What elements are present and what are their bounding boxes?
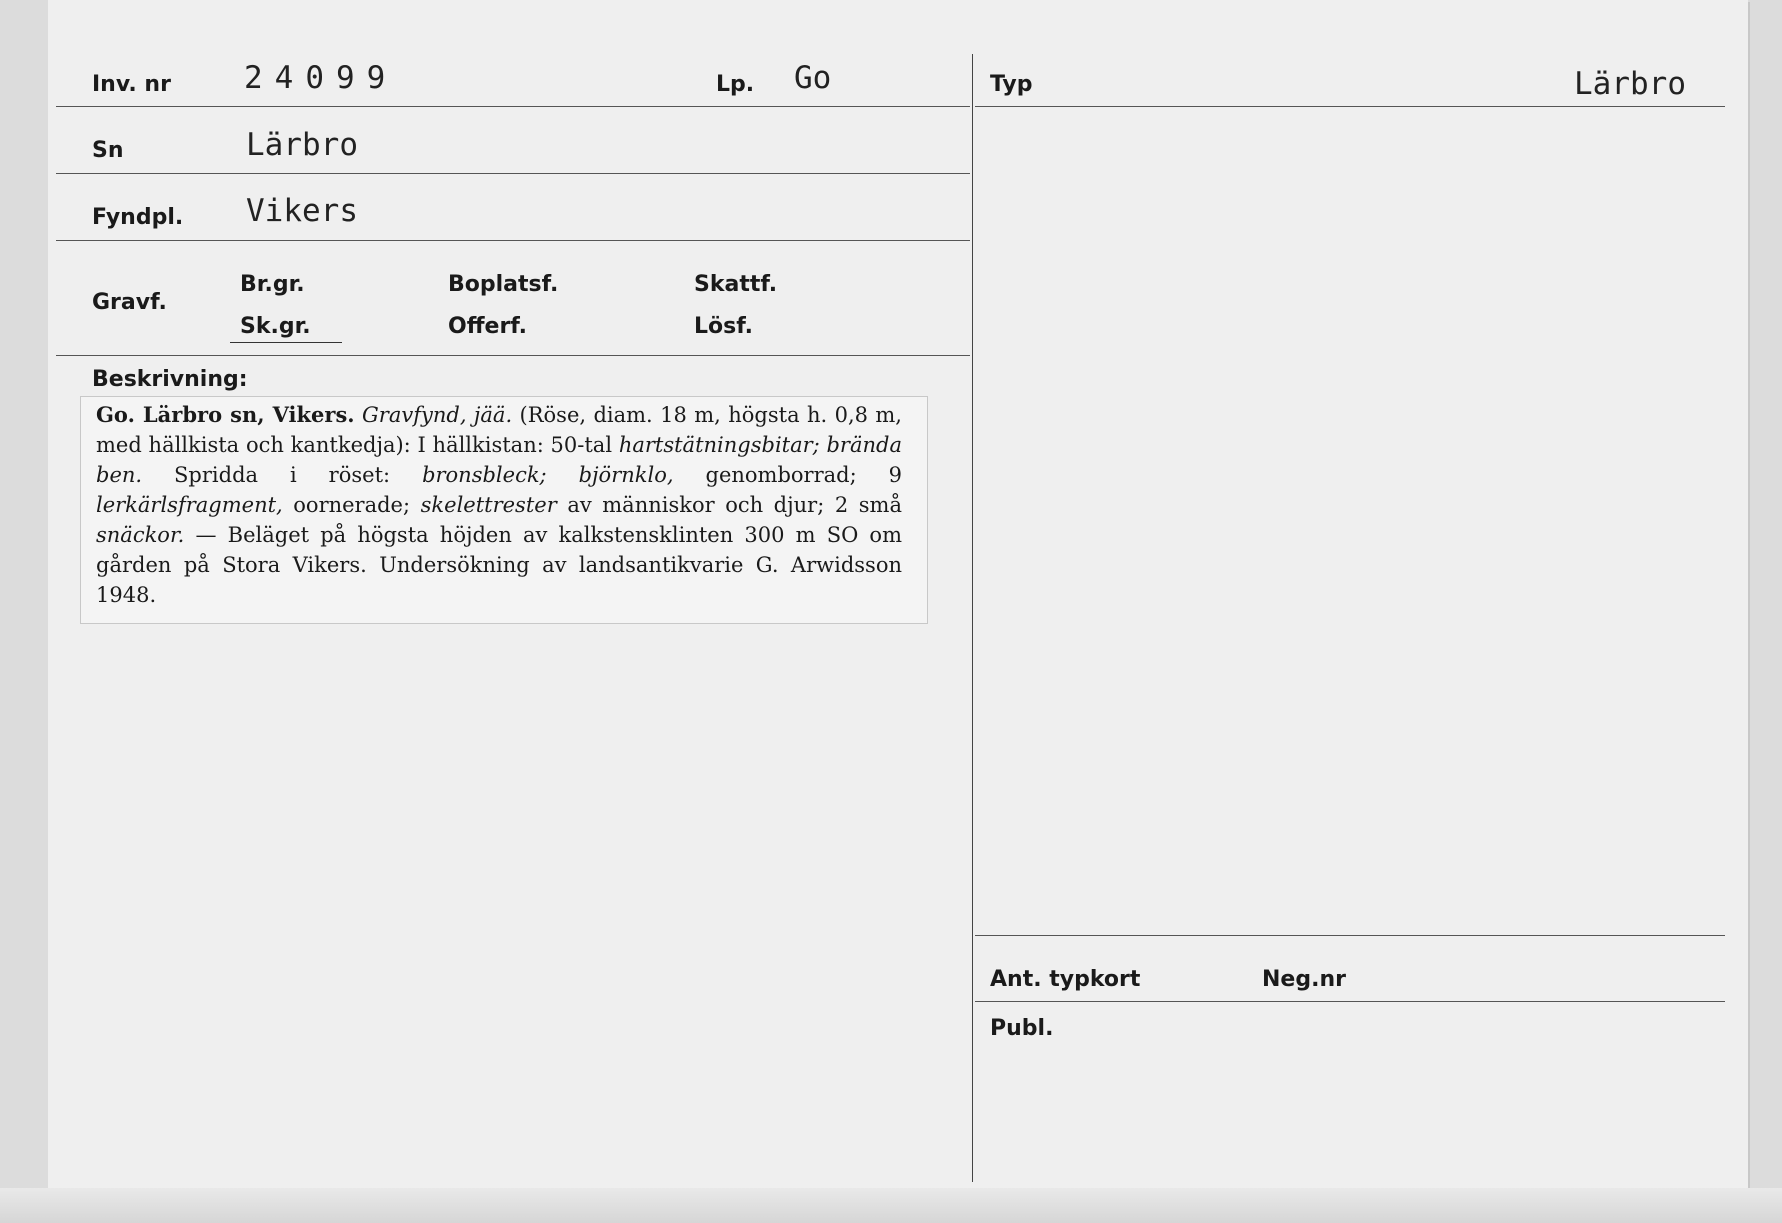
lp-label: Lp. [716, 72, 755, 97]
fyndpl-label: Fyndpl. [92, 205, 184, 230]
option-boplatsf: Boplatsf. [448, 272, 559, 297]
publ-label: Publ. [990, 1016, 1054, 1041]
option-offerf: Offerf. [448, 314, 528, 339]
desc-italic-3: bronsbleck; björnklo, [422, 463, 674, 487]
desc-italic-6: snäckor. [96, 523, 185, 547]
desc-text-5: av människor och djur; 2 små [567, 493, 902, 517]
lp-value: Go [794, 60, 832, 96]
typ-value: Lärbro [1574, 66, 1686, 102]
inv-nr-label: Inv. nr [92, 72, 171, 97]
desc-italic-2: hartstätningsbitar; brända ben. [96, 433, 902, 487]
description-text [96, 400, 902, 610]
rule-gravf [56, 355, 970, 356]
fyndpl-value: Vikers [246, 193, 358, 229]
rule-inv [56, 106, 970, 107]
sn-value: Lärbro [246, 127, 358, 163]
rule-ant-top [975, 935, 1725, 936]
desc-text-1: (Röse, diam. 18 m, högsta h. 0,8 m, med hällkista och kantkedja): I hällkistan: 50-tal [96, 403, 902, 457]
option-sk-gr: Sk.gr. [240, 314, 311, 339]
rule-typ [975, 106, 1725, 107]
desc-italic-5: skelettrester [420, 493, 557, 517]
option-skattf: Skattf. [694, 272, 778, 297]
desc-text-2: Spridda i röset: [174, 463, 391, 487]
desc-italic-1: Gravfynd, jää. [362, 403, 513, 427]
desc-text-6: — Beläget på högsta höjden av kalkstensklinten 300 m SO om gården på Stora Vikers. Undersökning av landsantikvarie G. Arwidsson 1948. [96, 523, 902, 607]
gravf-label: Gravf. [92, 290, 167, 315]
beskrivning-label: Beskrivning: [92, 367, 248, 392]
rule-ant-bottom [975, 1001, 1725, 1002]
option-losf: Lösf. [694, 314, 753, 339]
typ-label: Typ [990, 72, 1033, 97]
column-divider [972, 54, 973, 1182]
sk-gr-underline [230, 342, 342, 343]
option-br-gr: Br.gr. [240, 272, 305, 297]
rule-sn [56, 173, 970, 174]
sn-label: Sn [92, 138, 124, 163]
desc-italic-4: lerkärlsfragment, [96, 493, 283, 517]
inv-nr-value: 24099 [244, 60, 398, 96]
desc-text-3: genomborrad; 9 [705, 463, 902, 487]
scan-edge [0, 1188, 1782, 1223]
neg-nr-label: Neg.nr [1262, 967, 1346, 992]
desc-text-4: oornerade; [293, 493, 411, 517]
rule-fyndpl [56, 240, 970, 241]
ant-typkort-label: Ant. typkort [990, 967, 1141, 992]
desc-bold-heading: Go. Lärbro sn, Vikers. [96, 402, 355, 427]
